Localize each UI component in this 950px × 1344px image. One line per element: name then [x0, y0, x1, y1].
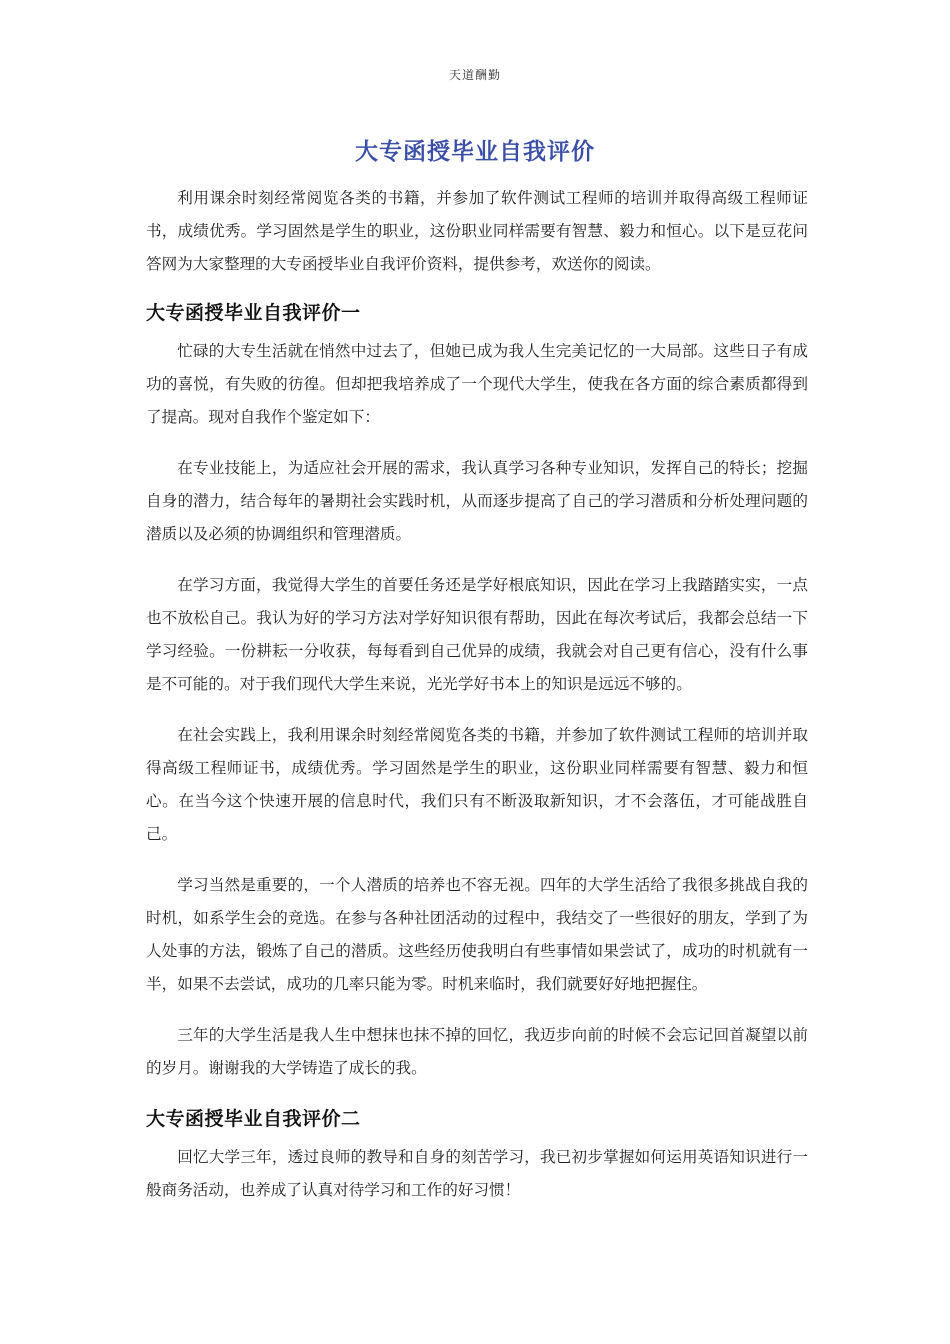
section-1-paragraph-1: 忙碌的大专生活就在悄然中过去了，但她已成为我人生完美记忆的一大局部。这些日子有成功的喜悦，有失败的彷徨。但却把我培养成了一个现代大学生，使我在各方面的综合素质都得到了提高。现对自我作个鉴定如下： — [146, 342, 808, 426]
section-1-paragraph-2: 在专业技能上，为适应社会开展的需求，我认真学习各种专业知识，发挥自己的特长；挖掘自身的潜力，结合每年的暑期社会实践时机，从而逐步提高了自己的学习潜质和分析处理问题的潜质以及必须的协调组织和管理潜质。 — [146, 459, 808, 543]
section-1-paragraph-4: 在社会实践上，我利用课余时刻经常阅览各类的书籍，并参加了软件测试工程师的培训并取得高级工程师证书，成绩优秀。学习固然是学生的职业，这份职业同样需要有智慧、毅力和恒心。在当今这个快速开展的信息时代，我们只有不断汲取新知识，才不会落伍，才可能战胜自己。 — [146, 726, 808, 843]
document-body — [146, 182, 808, 1225]
page-header: 天道酬勤 — [448, 68, 501, 82]
intro-paragraph: 利用课余时刻经常阅览各类的书籍，并参加了软件测试工程师的培训并取得高级工程师证书，成绩优秀。学习固然是学生的职业，这份职业同样需要有智慧、毅力和恒心。以下是豆花问答网为大家整理的大专函授毕业自我评价资料，提供参考，欢送你的阅读。 — [146, 189, 808, 273]
section-2-paragraph-1: 回忆大学三年，透过良师的教导和自身的刻苦学习，我已初步掌握如何运用英语知识进行一般商务活动，也养成了认真对待学习和工作的好习惯！ — [146, 1148, 808, 1199]
section-1-paragraph-3: 在学习方面，我觉得大学生的首要任务还是学好根底知识，因此在学习上我踏踏实实，一点也不放松自己。我认为好的学习方法对学好知识很有帮助，因此在每次考试后，我都会总结一下学习经验。一份耕耘一分收获，每每看到自己优异的成绩，我就会对自己更有信心，没有什么事是不可能的。对于我们现代大学生来说，光光学好书本上的知识是远远不够的。 — [146, 576, 808, 693]
section-heading-2: 大专函授毕业自我评价二 — [146, 1108, 361, 1130]
section-heading-1: 大专函授毕业自我评价一 — [146, 302, 361, 324]
section-1-paragraph-5: 学习当然是重要的，一个人潜质的培养也不容无视。四年的大学生活给了我很多挑战自我的时机，如系学生会的竞选。在参与各种社团活动的过程中，我结交了一些很好的朋友，学到了为人处事的方法，锻炼了自己的潜质。这些经历使我明白有些事情如果尝试了，成功的时机就有一半，如果不去尝试，成功的几率只能为零。时机来临时，我们就要好好地把握住。 — [146, 876, 808, 993]
section-1-paragraph-6: 三年的大学生活是我人生中想抹也抹不掉的回忆，我迈步向前的时候不会忘记回首凝望以前的岁月。谢谢我的大学铸造了成长的我。 — [146, 1026, 808, 1077]
document-title: 大专函授毕业自我评价 — [355, 139, 595, 165]
